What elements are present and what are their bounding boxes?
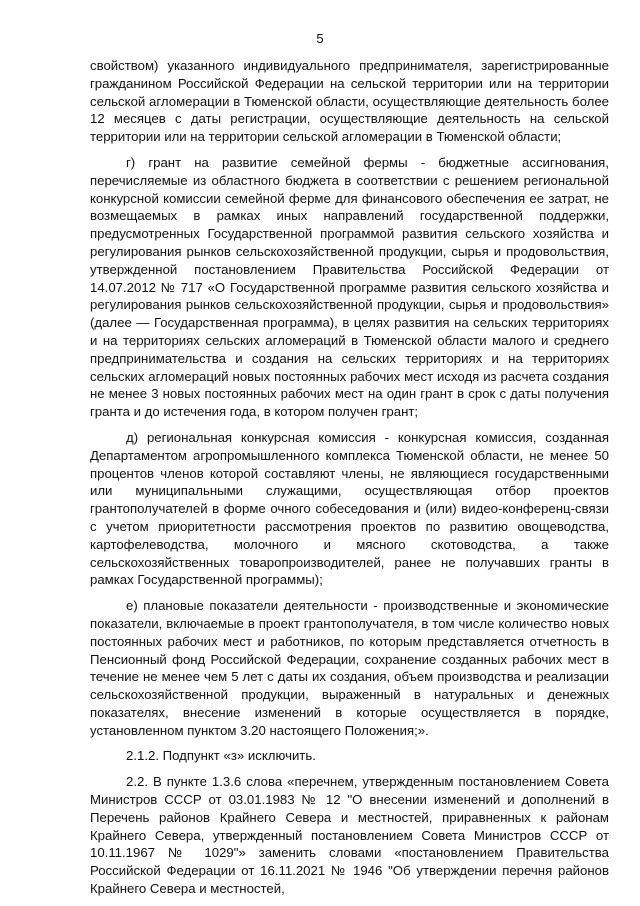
paragraph-item-d: д) региональная конкурсная комиссия - конкурсная комиссия, созданная Департаментом агропромышленного комплекса Тюменской области, не менее 50 процентов членов которой составляют члены, не являющиеся государственными или муниципальными служащими, осуществляющая отбор проектов грантополучателей в форме очного собеседования и (или) видео-конференц-связи с учетом приоритетности рассмотрения проектов по развитию овощеводства, картофелеводства, молочного и мясного скотоводства, а также сельскохозяйственных товаропроизводителей, ранее не получавших гранты в рамках Государственной программы); [90, 429, 609, 588]
paragraph-item-e: е) плановые показатели деятельности - производственные и экономические показатели, включаемые в проект грантополучателя, в том числе количество новых постоянных рабочих мест и работников, по которым представляется отчетность в Пенсионный фонд Российской Федерации, сохранение созданных рабочих мест в течение не менее чем 5 лет с даты их создания, объем производства и реализации сельскохозяйственной продукции, выраженный в натуральных и денежных показателях, внесение изменений в которые осуществляется в порядке, установленном пунктом 3.20 настоящего Положения;». [90, 598, 609, 738]
paragraph-continuation: свойством) указанного индивидуального предпринимателя, зарегистрированные гражданином Российской Федерации на сельской территории или на территории сельской агломерации в Тюменской области, осуществляющие деятельность более 12 месяцев с даты регистрации, осуществляющие деятельность на сельской территории или на территории сельской агломерации в Тюменской области; [90, 58, 609, 145]
paragraph-clause-2-2: 2.2. В пункте 1.3.6 слова «перечнем, утвержденным постановлением Совета Министров СССР от 03.01.1983 № 12 "О внесении изменений и дополнений в Перечень районов Крайнего Севера и местностей, приравненных к районам Крайнего Севера, утвержденный постановлением Совета Министров СССР от 10.11.1967 № 1029"» заменить словами «постановлением Правительства Российской Федерации от 16.11.2021 № 1946 "Об утверждении перечня районов Крайнего Севера и местностей, [90, 774, 609, 897]
document-body [90, 57, 609, 906]
page-number: 5 [316, 31, 324, 46]
paragraph-item-g: г) грант на развитие семейной фермы - бюджетные ассигнования, перечисляемые из областного бюджета в соответствии с решением региональной конкурсной комиссии семейной ферме для финансового обеспечения ее затрат, не возмещаемых в рамках иных направлений государственной поддержки, предусмотренных Государственной программой развития сельского хозяйства и регулирования рынков сельскохозяйственной продукции, сырья и продовольствия, утвержденной постановлением Правительства Российской Федерации от 14.07.2012 № 717 «О Государственной программе развития сельского хозяйства и регулирования рынков сельскохозяйственной продукции, сырья и продовольствия» (далее — Государственная программа), в целях развития на сельских территориях и на территориях сельских агломераций в Тюменской области малого и среднего предпринимательства и создания на сельских территориях и на территориях сельских агломераций новых постоянных рабочих мест исходя из расчета создания не менее 3 новых постоянных рабочих мест на один грант в срок с даты получения гранта и до истечения года, в котором получен грант; [90, 154, 609, 420]
paragraph-clause-2-1-2: 2.1.2. Подпункт «з» исключить. [126, 748, 316, 764]
